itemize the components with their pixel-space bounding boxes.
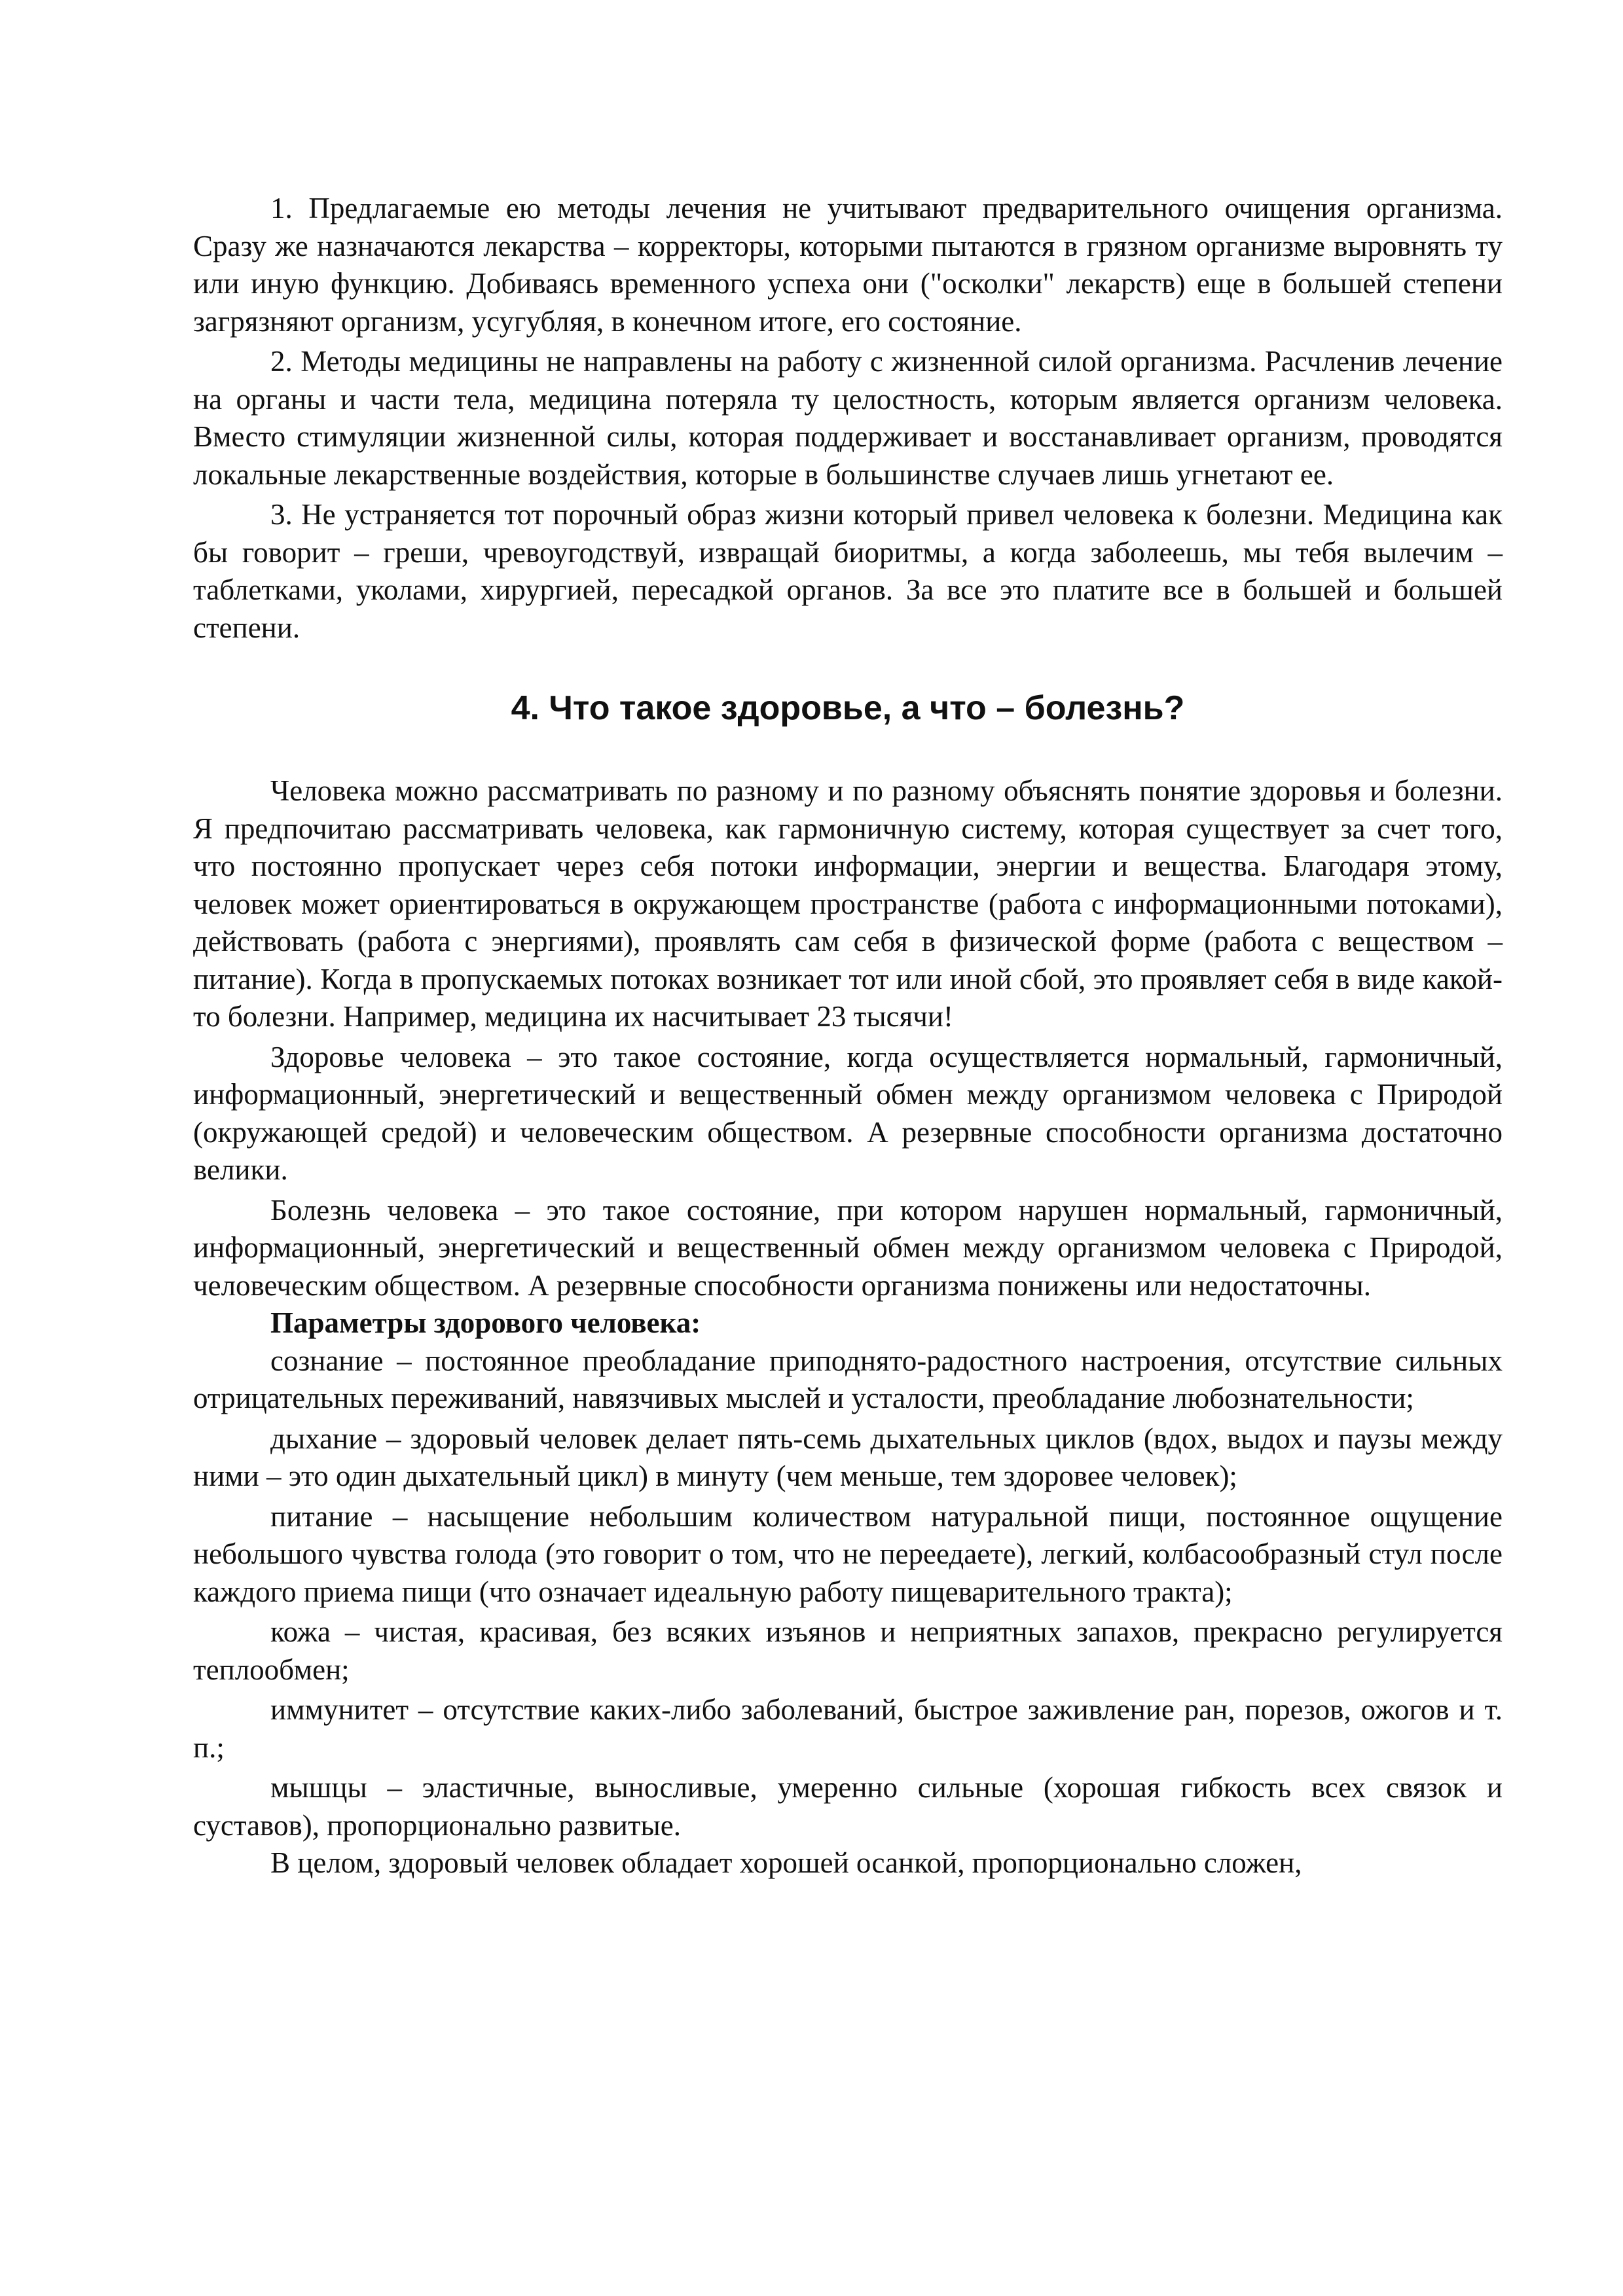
closing-paragraph: В целом, здоровый человек обладает хорошей осанкой, пропорционально сложен, [270, 1846, 1302, 1879]
disease-definition-paragraph: Болезнь человека – это такое состояние, при котором нарушен нормальный, гармоничный, информационный, энергетический и вещественный обмен между организмом человека с Природой, человеческим обществом. А резервные способности организма понижены или недостаточны. [193, 1193, 1503, 1302]
section-heading: 4. Что такое здоровье, а что – болезнь? [511, 689, 1185, 727]
param-consciousness: сознание – постоянное преобладание приподнято-радостного настроения, отсутствие сильных отрицательных переживаний, навязчивых мыслей и усталости, преобладание любознательности; [193, 1344, 1503, 1414]
param-muscles: мышцы – эластичные, выносливые, умеренно сильные (хорошая гибкость всех связок и суставов), пропорционально развитые. [193, 1771, 1503, 1842]
numbered-paragraph-3: 3. Не устраняется тот порочный образ жизни который привел человека к болезни. Медицина как бы говорит – греши, чревоугодствуй, извращай биоритмы, а когда заболеешь, мы тебя вылечим – таблетками, уколами, хирургией, пересадкой органов. За все это платите все в большей и большей степени. [193, 498, 1503, 644]
numbered-paragraph-1: 1. Предлагаемые ею методы лечения не учитывают предварительного очищения организма. Сразу же назначаются лекарства – корректоры, которыми пытаются в грязном организме выровнять ту или иную функцию. Добиваясь временного успеха они ("осколки" лекарств) еще в большей степени загрязняют организм, усугубляя, в конечном итоге, его состояние. [193, 192, 1503, 338]
param-skin: кожа – чистая, красивая, без всяких изъянов и неприятных запахов, прекрасно регулируется теплообмен; [193, 1615, 1503, 1686]
numbered-paragraph-2: 2. Методы медицины не направлены на работу с жизненной силой организма. Расчленив лечение на органы и части тела, медицина потеряла ту целостность, которым является организм человека. Вместо стимуляции жизненной силы, которая поддерживает и восстанавливает организм, проводятся локальные лекарственные воздействия, которые в большинстве случаев лишь угнетают ее. [193, 345, 1503, 491]
document-page [193, 190, 1503, 1882]
params-subheading: Параметры здорового человека: [270, 1306, 701, 1339]
param-breathing: дыхание – здоровый человек делает пять-семь дыхательных циклов (вдох, выдох и паузы между ними – это один дыхательный цикл) в минуту (чем меньше, тем здоровее человек); [193, 1422, 1503, 1492]
intro-paragraph: Человека можно рассматривать по разному и по разному объяснять понятие здоровья и болезни. Я предпочитаю рассматривать человека, как гармоничную систему, которая существует за счет того, что постоянно пропускает через себя потоки информации, энергии и вещества. Благодаря этому, человек может ориентироваться в окружающем пространстве (работа с информационными потоками), действовать (работа с энергиями), проявлять сам себя в физической форме (работа с веществом – питание). Когда в пропускаемых потоках возникает тот или иной сбой, это проявляет себя в виде какой-то болезни. Например, медицина их насчитывает 23 тысячи! [193, 774, 1503, 1033]
param-nutrition: питание – насыщение небольшим количеством натуральной пищи, постоянное ощущение небольшого чувства голода (это говорит о том, что не переедаете), легкий, колбасообразный стул после каждого приема пищи (что означает идеальную работу пищеварительного тракта); [193, 1499, 1503, 1608]
param-immunity: иммунитет – отсутствие каких-либо заболеваний, быстрое заживление ран, порезов, ожогов и т. п.; [193, 1693, 1503, 1764]
health-definition-paragraph: Здоровье человека – это такое состояние, когда осуществляется нормальный, гармоничный, информационный, энергетический и вещественный обмен между организмом человека с Природой (окружающей средой) и человеческим обществом. А резервные способности организма достаточно велики. [193, 1040, 1503, 1186]
